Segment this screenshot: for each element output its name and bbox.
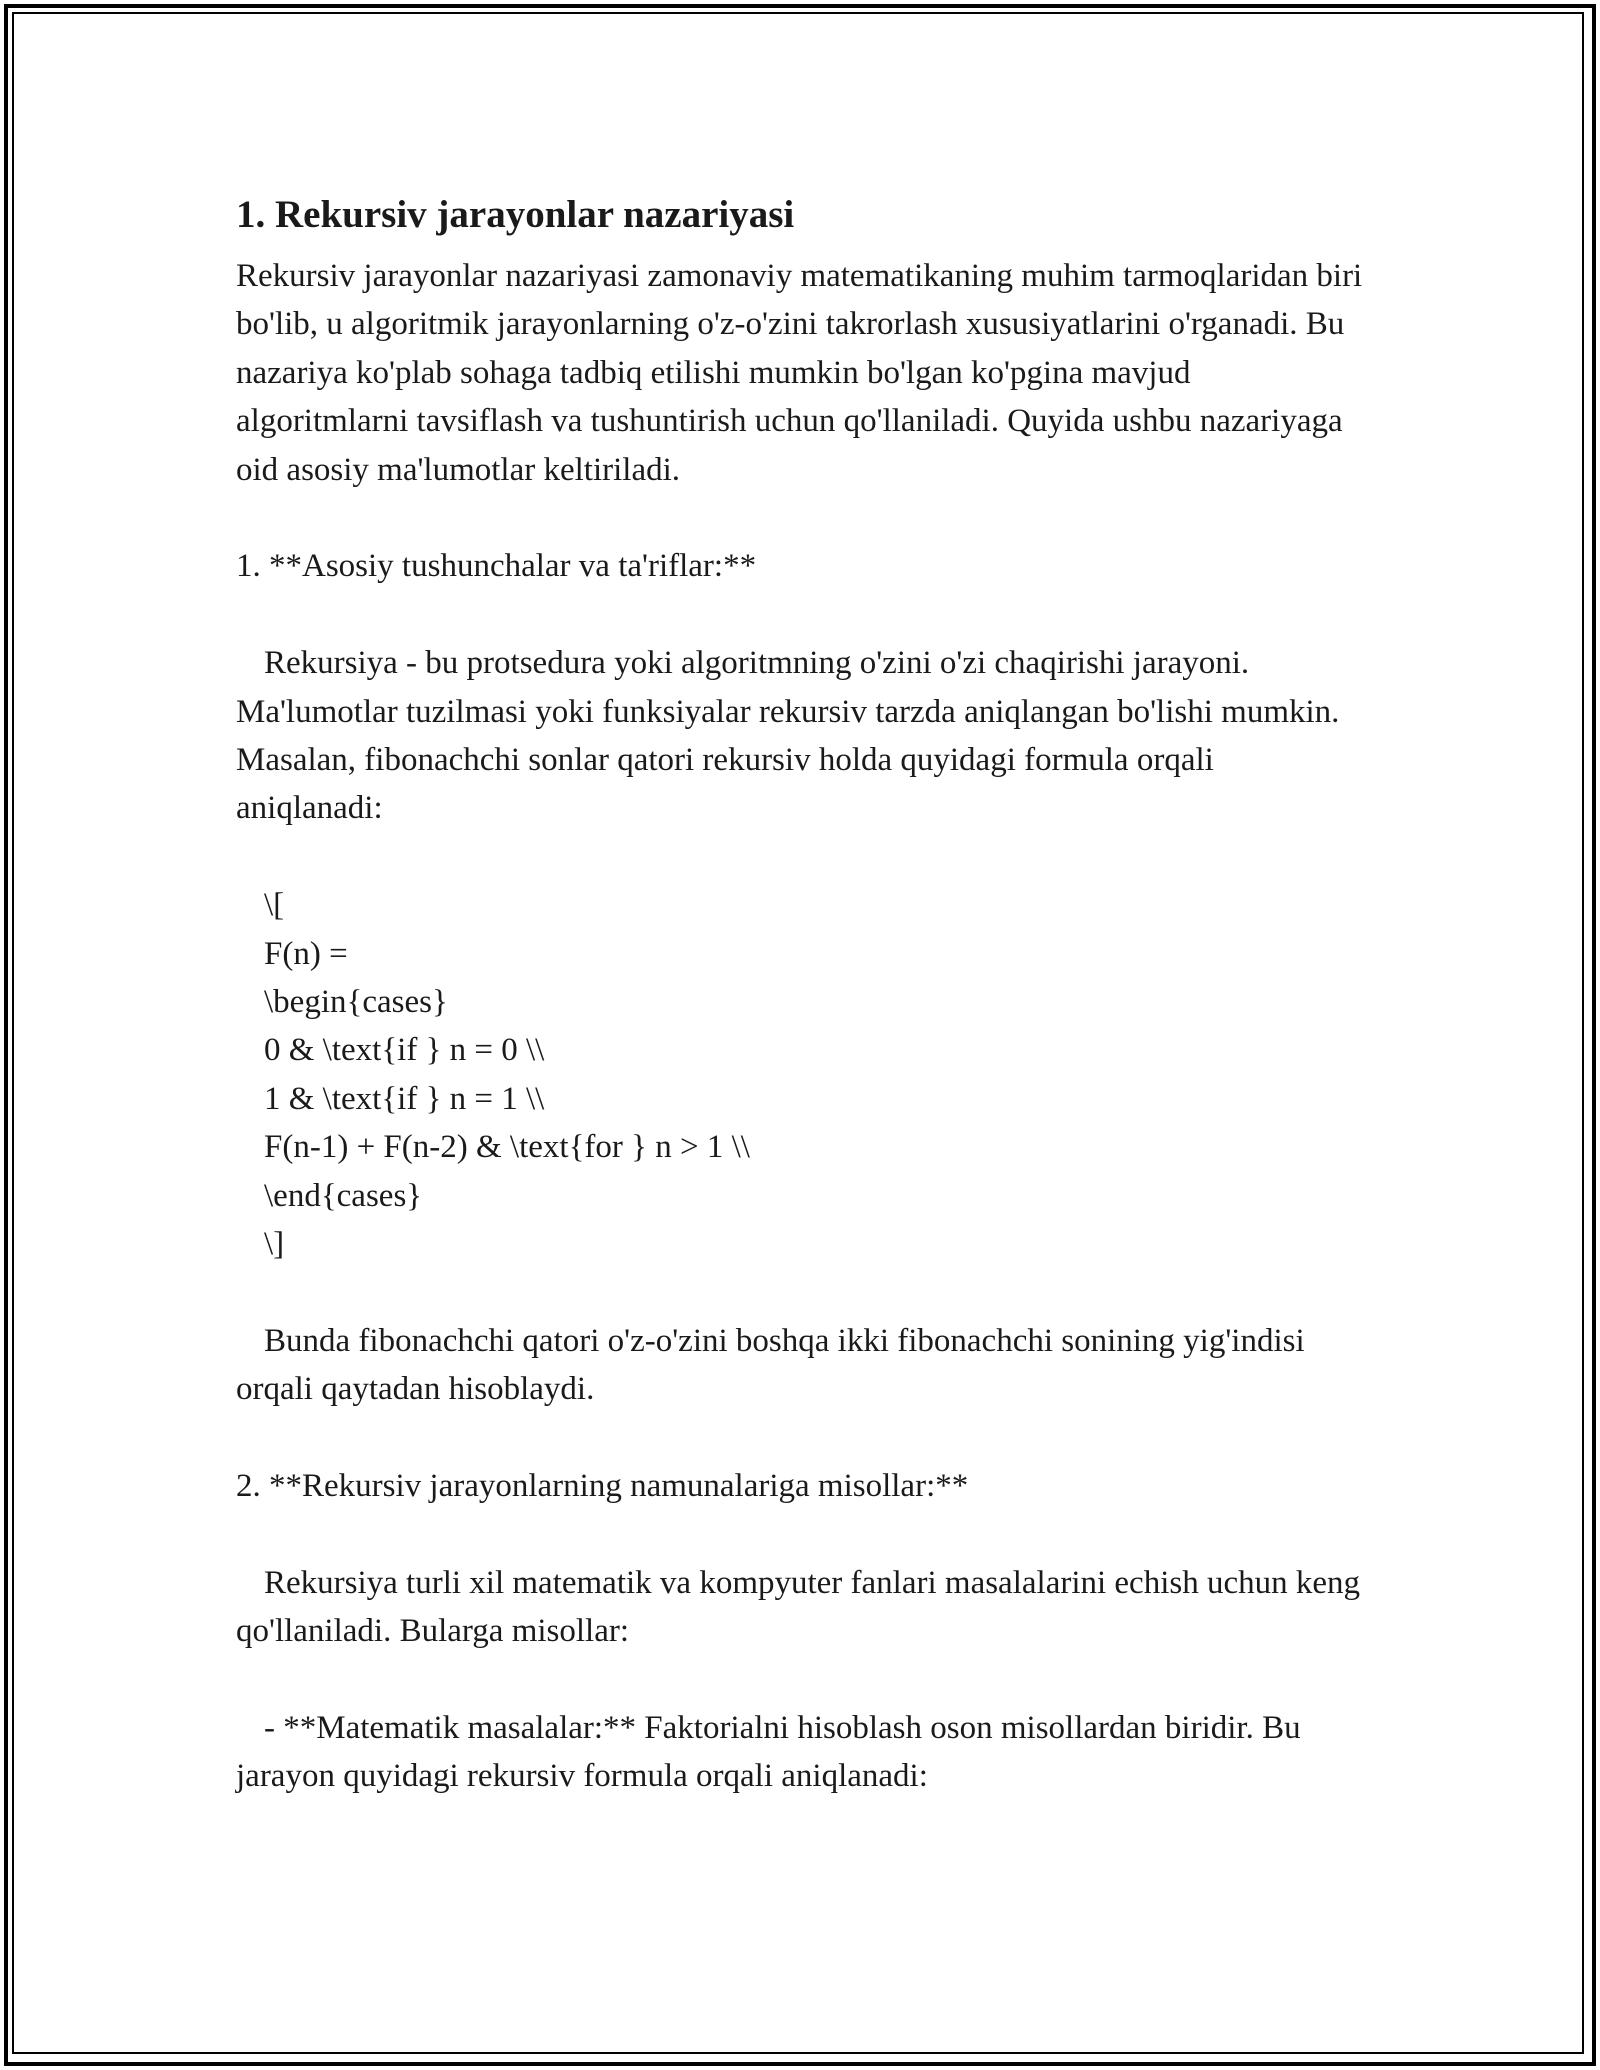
spacer	[236, 1656, 1366, 1704]
definition-paragraph: Rekursiya - bu protsedura yoki algoritmning o'zini o'zi chaqirishi jarayoni. Ma'lumotlar tuzilmasi yoki funksiyalar rekursiv tarzda aniqlangan bo'lishi mumkin. Masalan, fibonachchi sonlar qatori rekursiv holda quyidagi formula orqali aniqlanadi:	[236, 645, 1340, 827]
section-heading: 1. Rekursiv jarayonlar nazariyasi	[236, 193, 795, 236]
spacer	[236, 591, 1366, 639]
document-body	[236, 180, 1366, 1801]
formula-line: \begin{cases}	[264, 984, 448, 1021]
formula-line: F(n-1) + F(n-2) & \text{for } n > 1 \\	[264, 1129, 750, 1166]
subsection-title-2: 2. **Rekursiv jarayonlarning namunalariga misollar:**	[236, 1468, 969, 1505]
spacer	[236, 833, 1366, 881]
bullet-item-math-problems: - **Matematik masalalar:** Faktorialni hisoblash oson misollardan biridir. Bu jarayon quyidagi rekursiv formula orqali aniqlanadi:	[236, 1710, 1301, 1795]
formula-line: F(n) =	[264, 935, 348, 972]
spacer	[236, 1268, 1366, 1316]
formula-line: \]	[264, 1226, 285, 1263]
formula-line: 1 & \text{if } n = 1 \\	[264, 1080, 545, 1117]
formula-line: 0 & \text{if } n = 0 \\	[264, 1032, 545, 1069]
formula-line: \end{cases}	[264, 1177, 423, 1214]
formula-line: \[	[264, 887, 285, 924]
formula-block	[236, 881, 1366, 1268]
spacer	[236, 494, 1366, 542]
spacer	[236, 1414, 1366, 1462]
subsection-title-1: 1. **Asosiy tushunchalar va ta'riflar:**	[236, 548, 757, 585]
examples-paragraph: Rekursiya turli xil matematik va kompyuter fanlari masalalarini echish uchun keng qo'llaniladi. Bularga misollar:	[236, 1564, 1361, 1650]
intro-paragraph: Rekursiv jarayonlar nazariyasi zamonaviy matematikaning muhim tarmoqlaridan biri bo'lib, u algoritmik jarayonlarning o'z-o'zini takrorlash xususiyatlarini o'rganadi. Bu nazariya ko'plab sohaga tadbiq etilishi mumkin bo'lgan ko'pgina mavjud algoritmlarni tavsiflash va tushuntirish uchun qo'llaniladi. Quyida ushbu nazariyaga oid asosiy ma'lumotlar keltiriladi.	[236, 258, 1363, 488]
spacer	[236, 1510, 1366, 1558]
fibonacci-note-paragraph: Bunda fibonachchi qatori o'z-o'zini boshqa ikki fibonachchi sonining yig'indisi orqali qaytadan hisoblaydi.	[236, 1322, 1305, 1408]
